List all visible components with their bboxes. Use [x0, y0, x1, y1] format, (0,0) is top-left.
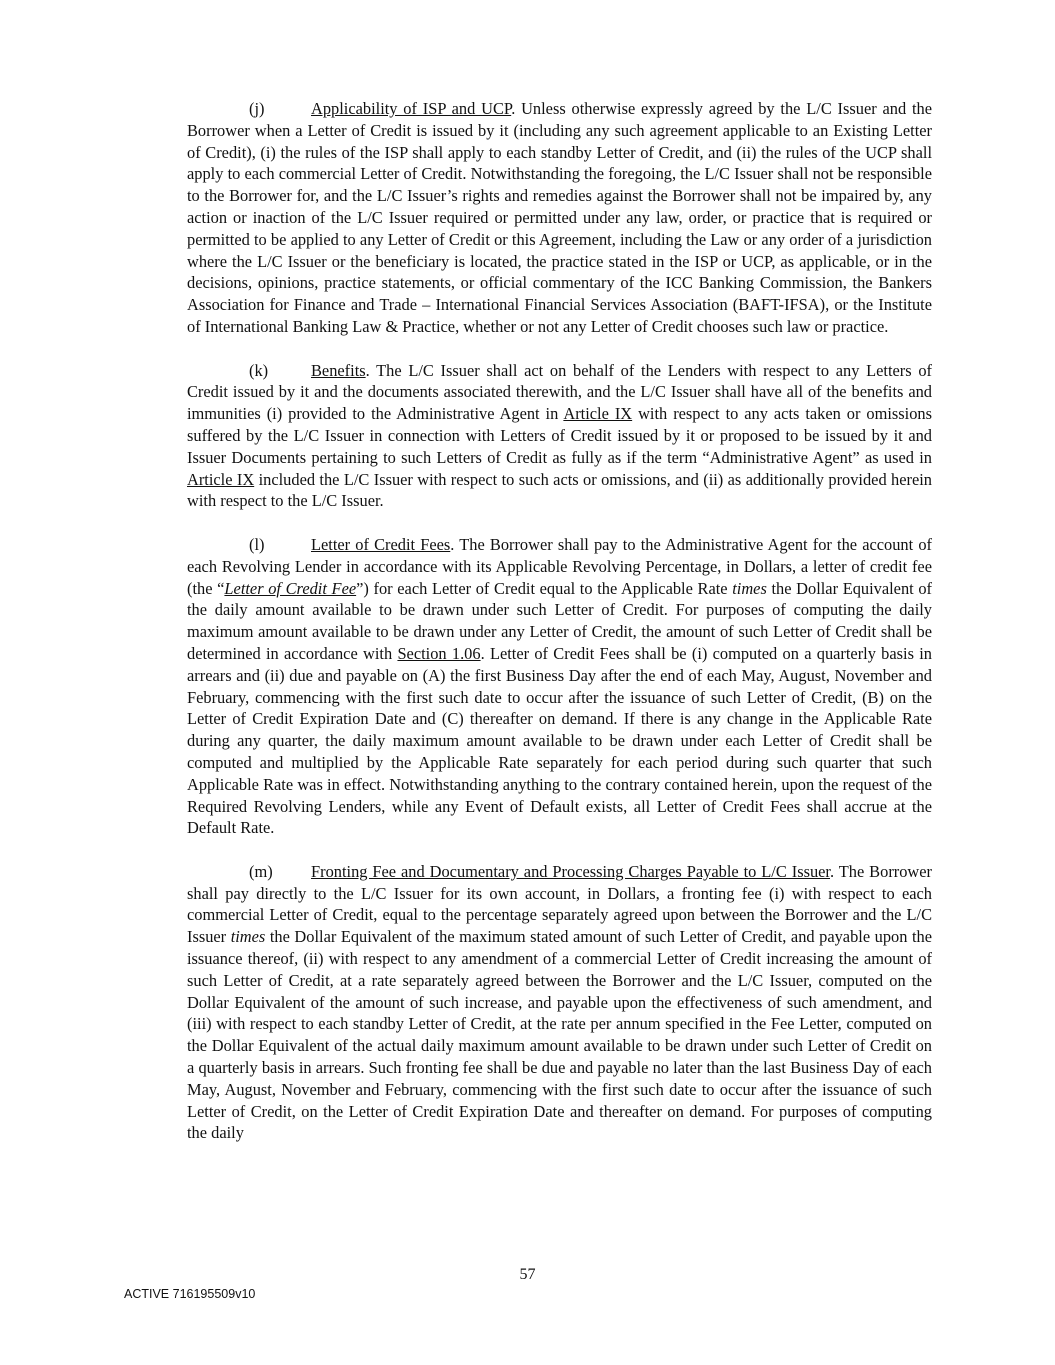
paragraph-text: . Unless otherwise expressly agreed by the L/C Issuer and the Borrower when a Letter of Credit is issued by it (including any such agreement applicable to an Existing Letter of Credit), (i) the rules of the ISP shall apply to each standby Letter of Credit, and (ii) the rules of the UCP shall apply to each commercial Letter of Credit. Notwithstanding the foregoing, the L/C Issuer shall not be responsible to the Borrower for, and the L/C Issuer’s rights and remedies against the Borrower shall not be impaired by, any action or inaction of the L/C Issuer required or permitted under any law, order, or practice that is required or permitted to be applied to any Letter of Credit or this Agreement, including the Law or any order of a jurisdiction where the L/C Issuer or the beneficiary is located, the practice stated in the ISP or UCP, as applicable, or in the decisions, opinions, practice statements, or official commentary of the ICC Banking Commission, the Bankers Association for Finance and Trade – International Financial Services Association (BAFT-IFSA), or the Institute of International Banking Law & Practice, whether or not any Letter of Credit chooses such law or practice. [187, 99, 932, 336]
document-body [187, 98, 932, 1166]
paragraph-number: (k) [249, 360, 269, 380]
paragraph-number: (l) [249, 534, 265, 554]
cross-reference: Article IX [563, 404, 633, 424]
page-number: 57 [519, 1266, 536, 1283]
paragraph-l [187, 534, 932, 839]
paragraph-heading: Letter of Credit Fees [311, 534, 451, 554]
paragraph-j [187, 98, 932, 338]
paragraph-text: with respect to any acts taken or omissions suffered by the L/C Issuer in connection with Letters of Credit issued by it or proposed to be issued by it and Issuer Documents pertaining to such Letters of Credit as fully as if the term “Administrative Agent” as used in [187, 404, 932, 467]
paragraph-text: . The L/C Issuer shall act on behalf of the Lenders with respect to any Letters of Credit issued by it and the documents associated therewith, and the L/C Issuer shall have all of the benefits and immunities (i) provided to the Administrative Agent in [187, 360, 932, 424]
paragraph-text: the Dollar Equivalent of the daily amount available to be drawn under such Letter of Credit. For purposes of computing the daily maximum amount available to be drawn under any Letter of Credit, the amount of such Letter of Credit shall be determined in accordance with [187, 578, 933, 663]
paragraph-text: . The Borrower shall pay to the Administrative Agent for the account of each Revolving Lender in accordance with its Applicable Revolving Percentage, in Dollars, a letter of credit fee (the “ [187, 534, 932, 598]
paragraph-number: (j) [249, 99, 265, 118]
paragraph-text: . Letter of Credit Fees shall be (i) computed on a quarterly basis in arrears and (ii) due and payable on (A) the first Business Day after the end of each May, August, November and February, commencing with the first such date to occur after the issuance of such Letter of Credit, (B) on the Letter of Credit Expiration Date and (C) thereafter on demand. If there is any change in the Applicable Rate during any quarter, the daily maximum amount available to be drawn under each Letter of Credit shall be computed and multiplied by the Applicable Rate separately for each period during such quarter that such Applicable Rate was in effect. Notwithstanding anything to the contrary contained herein, upon the request of the Required Revolving Lenders, while any Event of Default exists, all Letter of Credit Fees shall accrue at the Default Rate. [187, 643, 932, 838]
document-id-footer: ACTIVE 716195509v10 [124, 1287, 256, 1301]
defined-term: Letter of Credit Fee [224, 578, 357, 598]
paragraph-number: (m) [249, 861, 273, 881]
paragraph-k [187, 360, 932, 513]
paragraph-heading: Fronting Fee and Documentary and Processing Charges Payable to L/C Issuer [311, 861, 830, 881]
cross-reference: Section 1.06 [397, 643, 481, 663]
paragraph-heading: Benefits [311, 360, 366, 380]
paragraph-m [187, 861, 932, 1144]
paragraph-text: . The Borrower shall pay directly to the L/C Issuer for its own account, in Dollars, a fronting fee (i) with respect to each commercial Letter of Credit, equal to the percentage separately agreed upon between the Borrower and the L/C Issuer [187, 861, 932, 947]
paragraph-text: included the L/C Issuer with respect to such acts or omissions, and (ii) as additionally provided herein with respect to the L/C Issuer. [187, 469, 932, 511]
paragraph-text: the Dollar Equivalent of the maximum stated amount of such Letter of Credit, and payable upon the issuance thereof, (ii) with respect to any amendment of a commercial Letter of Credit increasing the amount of such Letter of Credit, at a rate separately agreed between the Borrower and the L/C Issuer, computed on the Dollar Equivalent of the amount of such increase, and payable upon the effectiveness of such amendment, and (iii) with respect to each standby Letter of Credit, at the rate per annum specified in the Fee Letter, computed on the Dollar Equivalent of the actual daily maximum amount available to be drawn under such Letter of Credit on a quarterly basis in arrears. Such fronting fee shall be due and payable no later than the last Business Day of each May, August, November and February, commencing with the first such date to occur after the issuance of such Letter of Credit, on the Letter of Credit Expiration Date and thereafter on demand. For purposes of computing the daily [187, 927, 932, 1143]
italic-text: times [732, 578, 767, 598]
italic-text: times [230, 927, 266, 947]
paragraph-heading: Applicability of ISP and UCP [311, 99, 512, 118]
paragraph-text: ”) for each Letter of Credit equal to the Applicable Rate [356, 578, 733, 598]
cross-reference: Article IX [187, 469, 255, 489]
